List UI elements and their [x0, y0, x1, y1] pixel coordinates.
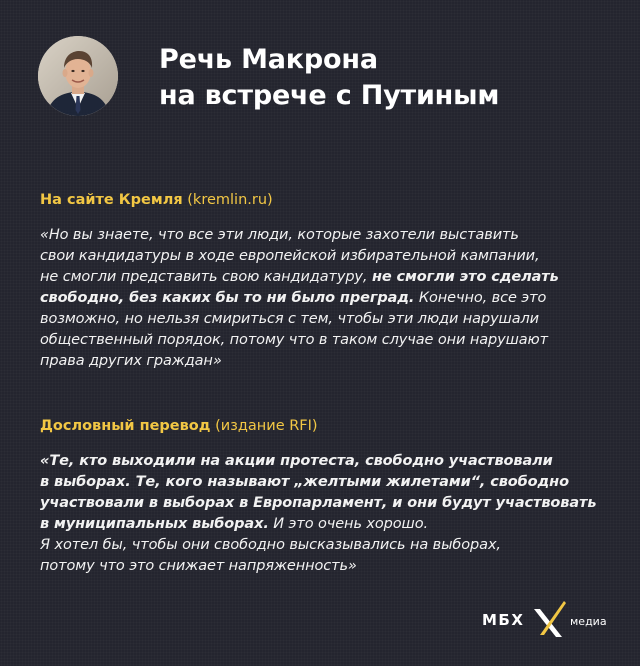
section-heading-source: (kremlin.ru)	[187, 192, 273, 208]
x-logo-icon	[528, 599, 568, 639]
quote-line	[40, 330, 610, 351]
section-heading-title: Дословный перевод	[40, 418, 211, 434]
quote-bold-text: участвовали в выборах в Европарламент, и они будут участвовать	[40, 495, 597, 511]
quote-bold-text: «Те, кто выходили на акции протеста, свободно участвовали	[40, 453, 553, 469]
page-title	[159, 42, 499, 114]
quote-text-segment: свои кандидатуры в ходе европейской избирательной кампании,	[40, 248, 540, 264]
quote-line	[40, 225, 610, 246]
quote-text	[40, 225, 610, 372]
quote-line	[40, 493, 610, 514]
section-heading	[40, 416, 610, 436]
section-heading	[40, 190, 610, 210]
section-kremlin	[40, 190, 610, 372]
quote-text-segment: общественный порядок, потому что в таком случае они нарушают	[40, 332, 548, 348]
quote-text-segment: возможно, но нельзя смириться с тем, чтобы эти люди нарушали	[40, 311, 540, 327]
avatar	[38, 36, 118, 116]
quote-line	[40, 309, 610, 330]
quote-bold-text: свободно, без каких бы то ни было преград.	[40, 290, 415, 306]
quote-line	[40, 351, 610, 372]
logo-mbx-text: МБХ	[482, 611, 525, 629]
quote-line	[40, 288, 610, 309]
quote-bold-text: не смогли это сделать	[371, 269, 559, 285]
quote-text-segment: Я хотел бы, чтобы они свободно высказывались на выборах,	[40, 537, 501, 553]
quote-bold-text: в муниципальных выборах.	[40, 516, 269, 532]
quote-text-segment: потому что это снижает напряженность»	[40, 558, 357, 574]
quote-text-segment: И это очень хорошо.	[268, 516, 428, 532]
quote-text-segment: Конечно, все это	[414, 290, 547, 306]
portrait-avatar-icon	[38, 36, 118, 116]
quote-line	[40, 556, 610, 577]
section-heading-source: (издание RFI)	[215, 418, 318, 434]
quote-text-segment: права других граждан»	[40, 353, 222, 369]
header	[38, 36, 608, 116]
quote-line	[40, 514, 610, 535]
title-line-2: на встрече с Путиным	[159, 80, 500, 111]
quote-line	[40, 267, 610, 288]
logo-media-text: медиа	[570, 615, 607, 628]
quote-text	[40, 451, 610, 577]
section-rfi	[40, 416, 610, 577]
title-line-1: Речь Макрона	[159, 44, 378, 75]
quote-line	[40, 535, 610, 556]
section-heading-title: На сайте Кремля	[40, 192, 183, 208]
quote-line	[40, 472, 610, 493]
mbx-media-logo	[482, 599, 606, 639]
quote-line	[40, 246, 610, 267]
quote-text-segment: «Но вы знаете, что все эти люди, которые захотели выставить	[40, 227, 519, 243]
quote-bold-text: в выборах. Те, кого называют „желтыми жилетами“, свободно	[40, 474, 569, 490]
quote-line	[40, 451, 610, 472]
quote-text-segment: не смогли представить свою кандидатуру,	[40, 269, 372, 285]
